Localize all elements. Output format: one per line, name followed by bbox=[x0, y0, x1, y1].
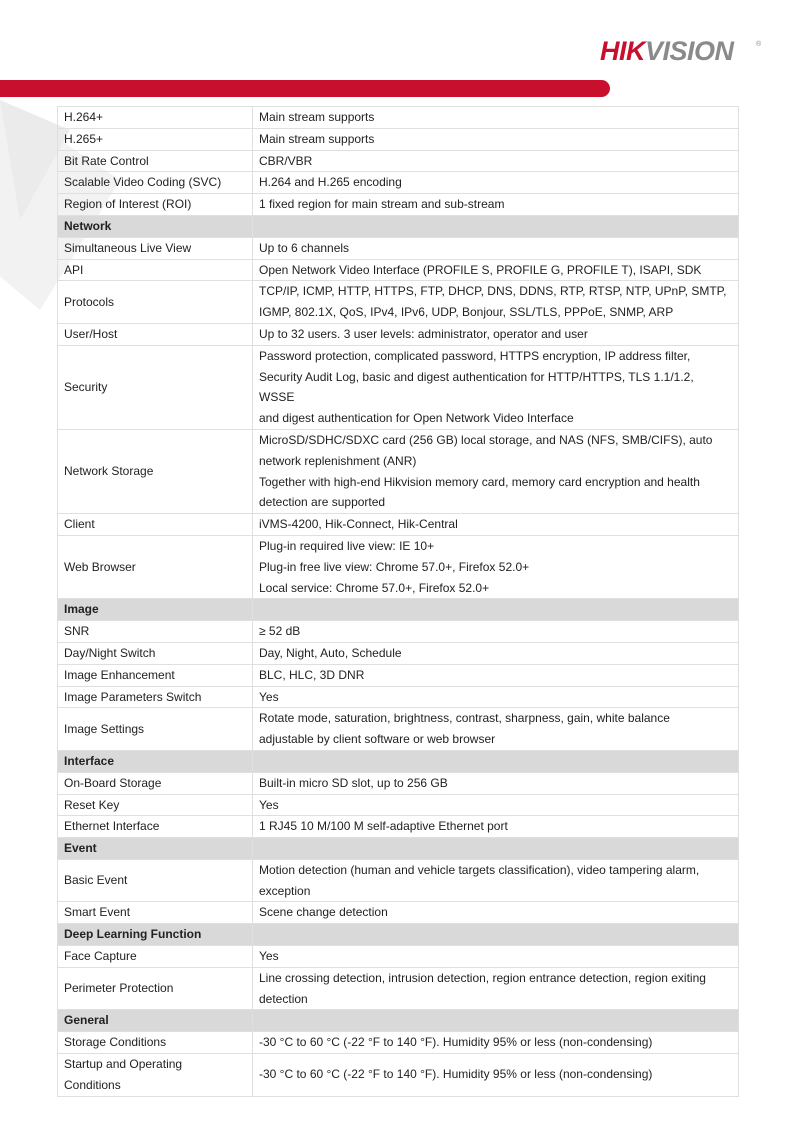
spec-value-line: iVMS-4200, Hik-Connect, Hik-Central bbox=[259, 517, 458, 532]
spec-row bbox=[58, 194, 739, 216]
spec-value bbox=[253, 1054, 739, 1097]
spec-value-line: Together with high-end Hikvision memory card, memory card encryption and health bbox=[259, 474, 700, 489]
section-title: Network bbox=[58, 215, 253, 237]
spec-value bbox=[253, 194, 739, 216]
spec-value-line: detection are supported bbox=[259, 495, 386, 510]
spec-row bbox=[58, 621, 739, 643]
spec-value bbox=[253, 514, 739, 536]
spec-value-line: -30 °C to 60 °C (-22 °F to 140 °F). Humidity 95% or less (non-condensing) bbox=[259, 1067, 653, 1082]
spec-value bbox=[253, 150, 739, 172]
spec-label: Image Parameters Switch bbox=[58, 686, 253, 708]
spec-value bbox=[253, 664, 739, 686]
spec-value bbox=[253, 816, 739, 838]
spec-label: Face Capture bbox=[58, 946, 253, 968]
spec-label: API bbox=[58, 259, 253, 281]
section-header-row bbox=[58, 924, 739, 946]
spec-value-line: Up to 6 channels bbox=[259, 240, 350, 255]
spec-value-line: detection bbox=[259, 991, 308, 1006]
spec-row bbox=[58, 150, 739, 172]
spec-row bbox=[58, 664, 739, 686]
section-header-row bbox=[58, 750, 739, 772]
spec-value-line: Security Audit Log, basic and digest authentication for HTTP/HTTPS, TLS 1.1/1.2, WSSE bbox=[259, 369, 694, 405]
svg-text:HIKVISION: HIKVISION bbox=[600, 36, 734, 66]
spec-label: H.265+ bbox=[58, 128, 253, 150]
section-spacer bbox=[253, 599, 739, 621]
spec-label: Basic Event bbox=[58, 859, 253, 902]
spec-label: Client bbox=[58, 514, 253, 536]
specification-table bbox=[57, 106, 739, 1097]
spec-value-line: 1 RJ45 10 M/100 M self-adaptive Ethernet port bbox=[259, 819, 508, 834]
spec-value-line: Line crossing detection, intrusion detection, region entrance detection, region exiting bbox=[259, 970, 706, 985]
spec-value bbox=[253, 772, 739, 794]
spec-row bbox=[58, 1054, 739, 1097]
section-header-row bbox=[58, 215, 739, 237]
spec-row bbox=[58, 967, 739, 1010]
spec-label: Security bbox=[58, 345, 253, 429]
spec-row bbox=[58, 323, 739, 345]
spec-value bbox=[253, 237, 739, 259]
spec-value bbox=[253, 429, 739, 513]
spec-label: Region of Interest (ROI) bbox=[58, 194, 253, 216]
spec-row bbox=[58, 259, 739, 281]
spec-value bbox=[253, 967, 739, 1010]
spec-row bbox=[58, 708, 739, 751]
section-title: Interface bbox=[58, 750, 253, 772]
spec-label: Simultaneous Live View bbox=[58, 237, 253, 259]
section-header-row bbox=[58, 838, 739, 860]
spec-row bbox=[58, 237, 739, 259]
spec-value bbox=[253, 642, 739, 664]
spec-label: Reset Key bbox=[58, 794, 253, 816]
spec-value-line: Scene change detection bbox=[259, 905, 388, 920]
spec-value-line: Built-in micro SD slot, up to 256 GB bbox=[259, 775, 448, 790]
spec-label: Perimeter Protection bbox=[58, 967, 253, 1010]
spec-value bbox=[253, 1032, 739, 1054]
spec-row bbox=[58, 107, 739, 129]
section-title: Deep Learning Function bbox=[58, 924, 253, 946]
svg-text:®: ® bbox=[756, 41, 762, 48]
spec-value-line: adjustable by client software or web browser bbox=[259, 732, 496, 747]
section-header-row bbox=[58, 599, 739, 621]
spec-value-line: Open Network Video Interface (PROFILE S, PROFILE G, PROFILE T), ISAPI, SDK bbox=[259, 262, 702, 277]
spec-value-line: TCP/IP, ICMP, HTTP, HTTPS, FTP, DHCP, DNS, DDNS, RTP, RTSP, NTP, UPnP, SMTP, bbox=[259, 284, 727, 299]
spec-value-line: Yes bbox=[259, 689, 279, 704]
spec-value bbox=[253, 345, 739, 429]
spec-value-line: Motion detection (human and vehicle targets classification), video tampering alarm, bbox=[259, 862, 700, 877]
spec-value bbox=[253, 708, 739, 751]
spec-label-line: Startup and Operating bbox=[64, 1057, 183, 1072]
spec-value-line: IGMP, 802.1X, QoS, IPv4, IPv6, UDP, Bonjour, SSL/TLS, PPPoE, SNMP, ARP bbox=[259, 305, 674, 320]
spec-label: SNR bbox=[58, 621, 253, 643]
spec-value-line: ≥ 52 dB bbox=[259, 624, 301, 639]
spec-value-line: MicroSD/SDHC/SDXC card (256 GB) local storage, and NAS (NFS, SMB/CIFS), auto bbox=[259, 432, 713, 447]
spec-value bbox=[253, 859, 739, 902]
spec-label: Storage Conditions bbox=[58, 1032, 253, 1054]
spec-row bbox=[58, 281, 739, 324]
section-spacer bbox=[253, 1010, 739, 1032]
section-spacer bbox=[253, 838, 739, 860]
spec-label: Network Storage bbox=[58, 429, 253, 513]
spec-value-line: H.264 and H.265 encoding bbox=[259, 175, 402, 190]
spec-row bbox=[58, 172, 739, 194]
spec-label: Smart Event bbox=[58, 902, 253, 924]
spec-value-line: Day, Night, Auto, Schedule bbox=[259, 645, 402, 660]
spec-label: Ethernet Interface bbox=[58, 816, 253, 838]
spec-value-line: Local service: Chrome 57.0+, Firefox 52.0+ bbox=[259, 580, 490, 595]
spec-label: User/Host bbox=[58, 323, 253, 345]
spec-row bbox=[58, 128, 739, 150]
spec-row bbox=[58, 772, 739, 794]
section-title: General bbox=[58, 1010, 253, 1032]
spec-row bbox=[58, 816, 739, 838]
spec-label: Bit Rate Control bbox=[58, 150, 253, 172]
section-title: Image bbox=[58, 599, 253, 621]
spec-value-line: -30 °C to 60 °C (-22 °F to 140 °F). Humidity 95% or less (non-condensing) bbox=[259, 1035, 653, 1050]
spec-value-line: Yes bbox=[259, 797, 279, 812]
spec-row bbox=[58, 686, 739, 708]
spec-label: H.264+ bbox=[58, 107, 253, 129]
section-spacer bbox=[253, 215, 739, 237]
spec-row bbox=[58, 429, 739, 513]
spec-label: Web Browser bbox=[58, 535, 253, 598]
header-red-bar bbox=[0, 80, 610, 97]
spec-value bbox=[253, 686, 739, 708]
spec-value-line: Rotate mode, saturation, brightness, contrast, sharpness, gain, white balance bbox=[259, 711, 670, 726]
spec-value bbox=[253, 259, 739, 281]
spec-value bbox=[253, 946, 739, 968]
spec-row bbox=[58, 1032, 739, 1054]
spec-row bbox=[58, 859, 739, 902]
spec-label: Image Settings bbox=[58, 708, 253, 751]
specification-table-body bbox=[58, 107, 739, 1097]
spec-value bbox=[253, 107, 739, 129]
spec-label: Protocols bbox=[58, 281, 253, 324]
spec-label-line: Conditions bbox=[64, 1077, 121, 1092]
spec-value-line: BLC, HLC, 3D DNR bbox=[259, 667, 365, 682]
spec-label: On-Board Storage bbox=[58, 772, 253, 794]
spec-row bbox=[58, 642, 739, 664]
spec-value-line: Main stream supports bbox=[259, 131, 375, 146]
spec-label: Scalable Video Coding (SVC) bbox=[58, 172, 253, 194]
spec-value-line: Main stream supports bbox=[259, 110, 375, 124]
spec-value-line: Plug-in required live view: IE 10+ bbox=[259, 538, 435, 553]
spec-row bbox=[58, 514, 739, 536]
spec-value-line: Yes bbox=[259, 949, 279, 964]
spec-value-line: Password protection, complicated password, HTTPS encryption, IP address filter, bbox=[259, 348, 691, 363]
section-title: Event bbox=[58, 838, 253, 860]
spec-value-line: and digest authentication for Open Network Video Interface bbox=[259, 411, 574, 426]
spec-value-line: Plug-in free live view: Chrome 57.0+, Firefox 52.0+ bbox=[259, 559, 530, 574]
spec-value-line: network replenishment (ANR) bbox=[259, 453, 417, 468]
spec-value bbox=[253, 902, 739, 924]
section-header-row bbox=[58, 1010, 739, 1032]
spec-label bbox=[58, 1054, 253, 1097]
spec-value-line: Up to 32 users. 3 user levels: administrator, operator and user bbox=[259, 326, 588, 341]
spec-value bbox=[253, 323, 739, 345]
spec-value-line: exception bbox=[259, 883, 311, 898]
spec-row bbox=[58, 345, 739, 429]
spec-value bbox=[253, 281, 739, 324]
spec-row bbox=[58, 535, 739, 598]
spec-value-line: 1 fixed region for main stream and sub-stream bbox=[259, 197, 505, 212]
spec-label: Day/Night Switch bbox=[58, 642, 253, 664]
spec-value bbox=[253, 172, 739, 194]
section-spacer bbox=[253, 924, 739, 946]
hikvision-logo bbox=[598, 30, 768, 70]
spec-value bbox=[253, 128, 739, 150]
section-spacer bbox=[253, 750, 739, 772]
spec-value bbox=[253, 535, 739, 598]
spec-row bbox=[58, 946, 739, 968]
spec-row bbox=[58, 902, 739, 924]
spec-row bbox=[58, 794, 739, 816]
spec-label: Image Enhancement bbox=[58, 664, 253, 686]
spec-value bbox=[253, 794, 739, 816]
spec-value bbox=[253, 621, 739, 643]
spec-value-line: CBR/VBR bbox=[259, 153, 313, 168]
